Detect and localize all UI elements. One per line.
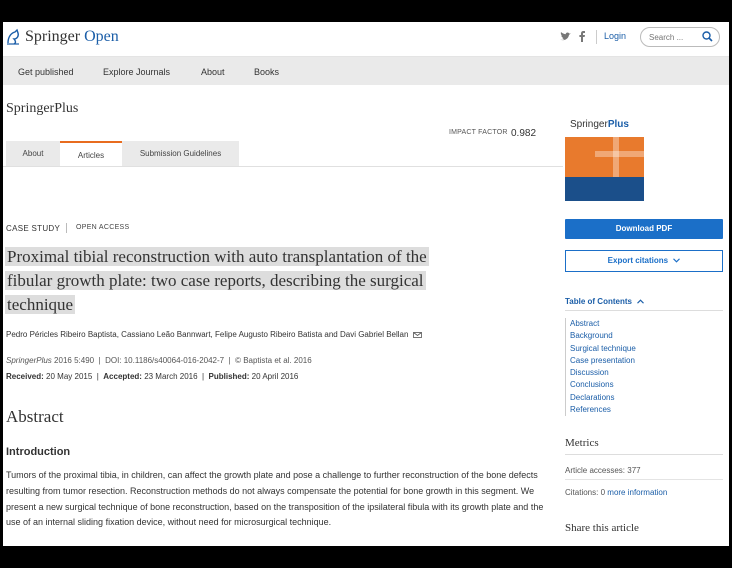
citation-doi[interactable]: DOI: 10.1186/s40064-016-2042-7 xyxy=(105,356,225,365)
impact-factor-label: IMPACT FACTOR xyxy=(449,129,508,136)
tab-submission-guidelines[interactable]: Submission Guidelines xyxy=(139,149,222,158)
citation-volume: 2016 5:490 xyxy=(54,356,95,365)
introduction-text: Tumors of the proximal tibia, in children, can affect the growth plate and pose a challenge to further reconstruction of the bone defects resulting from tumor resection. Reconstruction methods do not always compensate the potential for bone growth in this segment. We present a new surgical technique of bone reconstruction, based on the transposition of the ipsilateral fibula with its growth plate and the use of an internal sliding fixation device, without need for microsurgical technique. xyxy=(6,470,544,528)
chevron-down-icon xyxy=(673,258,680,263)
toc-heading: Table of Contents xyxy=(565,297,632,306)
browser-page xyxy=(3,22,729,546)
nav-explore-journals[interactable]: Explore Journals xyxy=(103,67,171,77)
impact-factor-value: 0.982 xyxy=(511,128,537,139)
citation-info: SpringerPlus 2016 5:490 | DOI: 10.1186/s40064-016-2042-7 | © Baptista et al. 2016 xyxy=(6,356,312,365)
toc-item-surgical-technique[interactable]: Surgical technique xyxy=(570,343,636,353)
article-title xyxy=(5,245,505,317)
social-links xyxy=(560,31,585,42)
accepted-label: Accepted: xyxy=(103,372,142,381)
metrics-heading: Metrics xyxy=(565,437,599,449)
metrics-divider xyxy=(565,454,723,455)
cover-title-part2: Plus xyxy=(607,119,629,130)
introduction-heading: Introduction xyxy=(6,446,71,458)
toc-item-case-presentation[interactable]: Case presentation xyxy=(570,355,635,365)
accepted-date: 23 March 2016 xyxy=(144,372,198,381)
toc-item-background[interactable]: Background xyxy=(570,331,613,341)
citations-label: Citations: xyxy=(565,488,599,497)
meta-divider xyxy=(66,223,67,233)
cover-title-part1: Springer xyxy=(570,119,608,130)
journal-tabs xyxy=(6,141,239,167)
abstract-heading: Abstract xyxy=(6,407,64,426)
toc-item-references[interactable]: References xyxy=(570,405,611,415)
facebook-icon[interactable] xyxy=(579,31,585,42)
toc-list xyxy=(565,318,636,416)
journal-title[interactable]: SpringerPlus xyxy=(6,101,79,116)
published-label: Published: xyxy=(208,372,250,381)
published-date: 20 April 2016 xyxy=(251,372,299,381)
citations-more-info-link[interactable]: more information xyxy=(607,488,668,497)
open-access-label: OPEN ACCESS xyxy=(76,224,130,231)
share-heading: Share this article xyxy=(565,522,639,534)
nav-books[interactable]: Books xyxy=(254,67,280,77)
cover-cross xyxy=(595,151,644,157)
toc-item-conclusions[interactable]: Conclusions xyxy=(570,380,614,390)
article-title-line: Proximal tibial reconstruction with auto transplantation of the xyxy=(7,247,427,266)
site-header xyxy=(3,22,729,57)
table-of-contents-toggle[interactable] xyxy=(565,297,644,306)
accesses-divider xyxy=(565,479,723,480)
citation-copyright: © Baptista et al. 2016 xyxy=(235,356,312,365)
toc-item-discussion[interactable]: Discussion xyxy=(570,368,609,378)
tabs-divider xyxy=(3,166,563,167)
nav-get-published[interactable]: Get published xyxy=(18,67,74,77)
toc-divider xyxy=(565,310,723,311)
springer-open-logo[interactable] xyxy=(5,28,119,46)
springer-horse-icon xyxy=(5,28,21,46)
received-date: 20 May 2015 xyxy=(46,372,93,381)
received-label: Received: xyxy=(6,372,44,381)
tab-about[interactable]: About xyxy=(22,149,44,158)
download-pdf-button[interactable]: Download PDF xyxy=(565,219,723,239)
article-title-line: technique xyxy=(7,295,74,314)
toc-item-abstract[interactable]: Abstract xyxy=(570,319,600,328)
main-nav xyxy=(3,57,729,85)
author-list xyxy=(6,330,422,339)
mail-icon[interactable] xyxy=(413,332,422,338)
logo-text-open: Open xyxy=(84,28,119,45)
toc-item-declarations[interactable]: Declarations xyxy=(570,392,615,402)
twitter-icon[interactable] xyxy=(560,32,571,41)
search-input[interactable] xyxy=(649,33,701,42)
accesses-label: Article accesses: xyxy=(565,466,626,475)
cover-bottom xyxy=(565,177,644,201)
cover-title xyxy=(570,119,629,130)
logo-text-springer: Springer xyxy=(25,28,81,45)
nav-about[interactable]: About xyxy=(201,67,225,77)
search-icon[interactable] xyxy=(702,31,713,42)
export-citations-label: Export citations xyxy=(607,256,669,265)
citations-count xyxy=(565,488,667,497)
export-citations-button[interactable] xyxy=(565,250,723,272)
cover-top xyxy=(565,97,644,137)
citation-journal: SpringerPlus xyxy=(6,356,52,365)
search-box[interactable] xyxy=(640,27,720,47)
journal-cover-image[interactable] xyxy=(565,97,644,201)
article-title-line: fibular growth plate: two case reports, describing the surgical xyxy=(7,271,424,290)
chevron-up-icon xyxy=(637,299,644,304)
accesses-value: 377 xyxy=(627,466,641,475)
tab-articles[interactable]: Articles xyxy=(60,141,122,167)
article-type-label: CASE STUDY xyxy=(6,224,61,233)
citations-value: 0 xyxy=(600,488,606,497)
article-dates: Received: 20 May 2015 | Accepted: 23 March 2016 | Published: 20 April 2016 xyxy=(6,372,299,381)
login-link[interactable]: Login xyxy=(604,31,627,41)
header-divider xyxy=(596,30,597,44)
article-accesses xyxy=(565,466,641,475)
authors-text[interactable]: Pedro Péricles Ribeiro Baptista, Cassiano Leão Bannwart, Felipe Augusto Ribeiro Batista and Davi Gabriel Bellan xyxy=(6,330,409,339)
